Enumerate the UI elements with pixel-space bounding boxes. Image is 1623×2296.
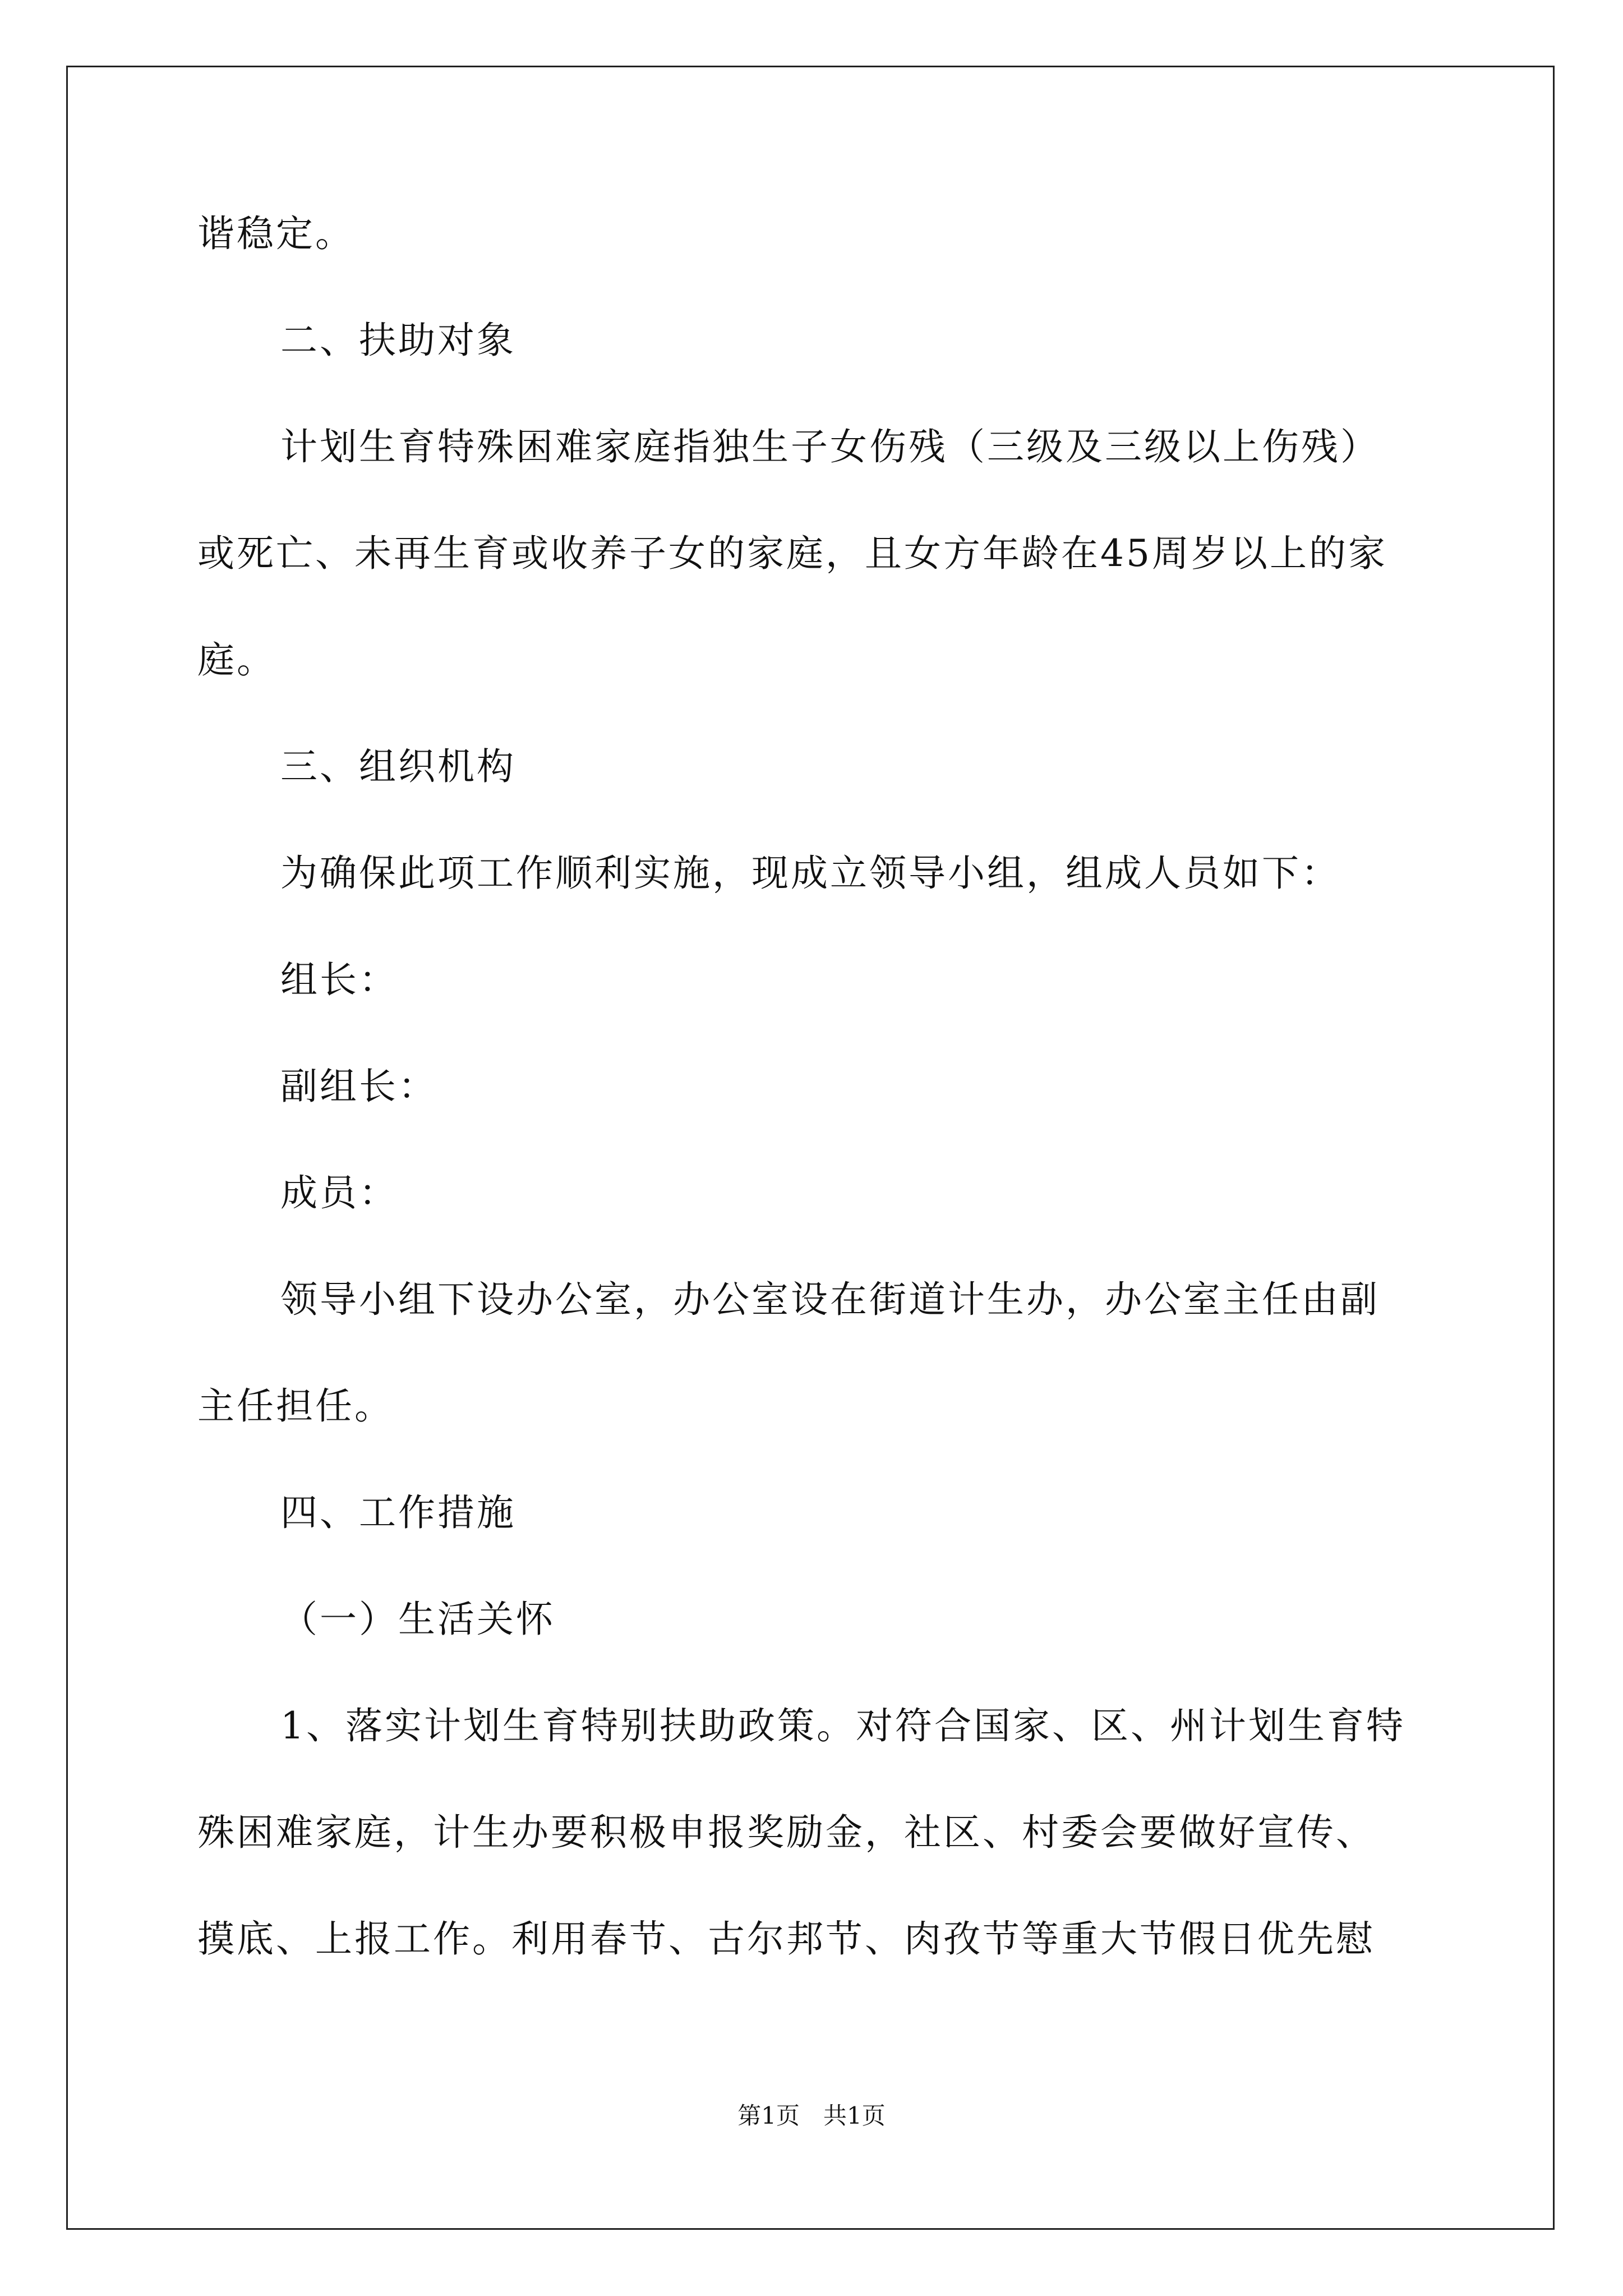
text-line: 成员： (280, 1171, 398, 1214)
text-line: 1、落实计划生育特别扶助政策。对符合国家、区、州计划生育特 (280, 1704, 1405, 1747)
text-line: 殊困难家庭，计生办要积极申报奖励金，社区、村委会要做好宣传、 (197, 1811, 1375, 1854)
text-line: 为确保此项工作顺利实施，现成立领导小组，组成人员如下： (280, 852, 1340, 895)
text-line: 或死亡、未再生育或收养子女的家庭，且女方年龄在45周岁以上的家 (197, 532, 1387, 575)
text-line: 摸底、上报工作。利用春节、古尔邦节、肉孜节等重大节假日优先慰 (197, 1917, 1375, 1961)
text-line: 谐稳定。 (197, 212, 354, 255)
section-heading: 四、工作措施 (280, 1491, 516, 1534)
text-line: 计划生育特殊困难家庭指独生子女伤残（三级及三级以上伤残） (280, 425, 1380, 468)
text-line: 副组长： (280, 1065, 437, 1108)
text-line: 领导小组下设办公室，办公室设在街道计生办，办公室主任由副 (280, 1278, 1380, 1321)
text-line: 主任担任。 (197, 1384, 394, 1428)
text-line: 庭。 (197, 638, 276, 682)
text-line: 组长： (280, 958, 398, 1001)
page-border (66, 66, 1555, 2230)
subsection-heading: （一）生活关怀 (280, 1598, 555, 1641)
page-footer: 第1页 共1页 (737, 2102, 886, 2129)
section-heading: 三、组织机构 (280, 745, 516, 788)
section-heading: 二、扶助对象 (280, 319, 516, 362)
